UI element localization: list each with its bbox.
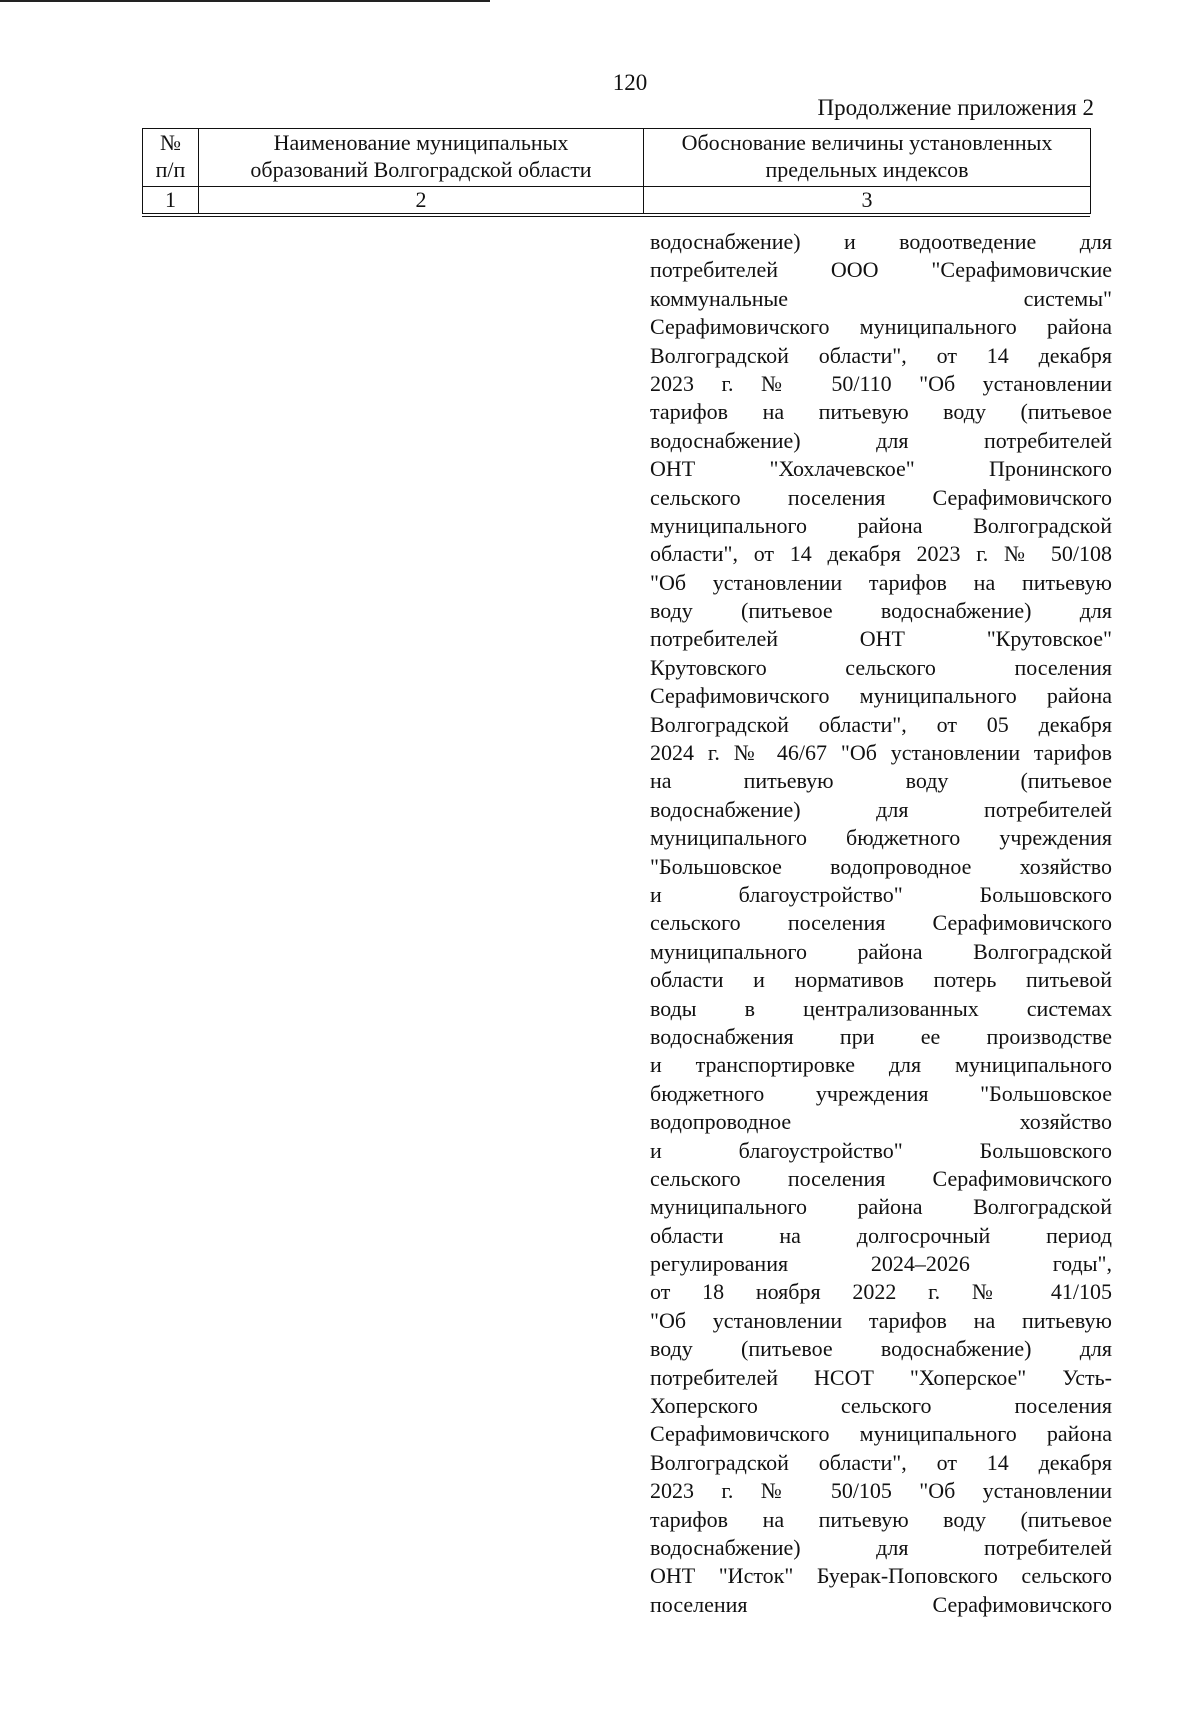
header-table — [142, 128, 1091, 214]
text-line: муниципального района Волгоградской — [650, 512, 1112, 538]
table-header-row — [143, 129, 1091, 187]
text-line: сельского поселения Серафимовичского — [650, 1165, 1112, 1191]
text-line: 2023 г. № 50/105 "Об установлении — [650, 1478, 1112, 1504]
page-number: 120 — [612, 70, 648, 95]
text-line: области и нормативов потерь питьевой — [650, 967, 1112, 993]
text-line: сельского поселения Серафимовичского — [650, 910, 1112, 936]
text-line: потребителей НСОТ "Хоперское" Усть- — [650, 1364, 1112, 1390]
text-line: тарифов на питьевую воду (питьевое — [650, 399, 1112, 425]
text-line: области на долгосрочный период — [650, 1222, 1112, 1248]
header-cell-municipality — [199, 129, 644, 187]
text-line: и благоустройство" Большовского — [650, 1137, 1112, 1163]
text-line: Серафимовичского муниципального района — [650, 683, 1112, 709]
text-line: и благоустройство" Большовского — [650, 881, 1112, 907]
text-line: тарифов на питьевую воду (питьевое — [650, 1506, 1112, 1532]
justification-text — [650, 228, 1112, 1619]
text-line: поселения Серафимовичского — [650, 1591, 1112, 1617]
text-line: области", от 14 декабря 2023 г. № 50/108 — [650, 541, 1112, 567]
column-number-2: 2 — [199, 187, 644, 214]
text-line: на питьевую воду (питьевое — [650, 768, 1112, 794]
header-municipality-line-1: Наименование муниципальных — [273, 130, 569, 155]
header-municipality-line-2: образований Волгоградской области — [250, 157, 592, 182]
text-line: сельского поселения Серафимовичского — [650, 484, 1112, 510]
text-line: Серафимовичского муниципального района — [650, 314, 1112, 340]
appendix-continuation-note: Продолжение приложения 2 — [817, 95, 1094, 120]
header-cell-number — [143, 129, 199, 187]
text-line: "Об установлении тарифов на питьевую — [650, 569, 1112, 595]
text-line: 2024 г. № 46/67 "Об установлении тарифов — [650, 740, 1112, 766]
text-line: воды в централизованных системах — [650, 995, 1112, 1021]
text-line: Крутовского сельского поселения — [650, 654, 1112, 680]
table-bottom-rule — [142, 216, 1090, 217]
text-line: муниципального района Волгоградской — [650, 938, 1112, 964]
text-line: коммунальные системы" — [650, 285, 1112, 311]
header-justification-line-2: предельных индексов — [765, 157, 969, 182]
column-number-1: 1 — [143, 187, 199, 214]
text-line: муниципального района Волгоградской — [650, 1194, 1112, 1220]
text-line: Волгоградской области", от 14 декабря — [650, 342, 1112, 368]
text-line: Волгоградской области", от 05 декабря — [650, 711, 1112, 737]
text-line: потребителей ООО "Серафимовичские — [650, 257, 1112, 283]
text-line: водоснабжения при ее производстве — [650, 1023, 1112, 1049]
text-line: воду (питьевое водоснабжение) для — [650, 598, 1112, 624]
header-cell-justification — [644, 129, 1091, 187]
text-line: и транспортировке для муниципального — [650, 1052, 1112, 1078]
text-line: от 18 ноября 2022 г. № 41/105 — [650, 1279, 1112, 1305]
text-line: водоснабжение) и водоотведение для — [650, 229, 1112, 254]
text-line: водоснабжение) для потребителей — [650, 1534, 1112, 1560]
scan-edge-line — [0, 0, 490, 2]
text-line: потребителей ОНТ "Крутовское" — [650, 626, 1112, 652]
text-line: Хоперского сельского поселения — [650, 1393, 1112, 1419]
text-line: ОНТ "Хохлачевское" Пронинского — [650, 456, 1112, 482]
text-line: водоснабжение) для потребителей — [650, 427, 1112, 453]
text-line: водоснабжение) для потребителей — [650, 796, 1112, 822]
text-line: Серафимовичского муниципального района — [650, 1421, 1112, 1447]
text-line: 2023 г. № 50/110 "Об установлении — [650, 370, 1112, 396]
header-justification-line-1: Обоснование величины установленных — [681, 130, 1053, 155]
text-line: воду (питьевое водоснабжение) для — [650, 1336, 1112, 1362]
text-line: ОНТ "Исток" Буерак-Поповского сельского — [650, 1563, 1112, 1589]
column-number-3: 3 — [644, 187, 1091, 214]
header-number-line-2: п/п — [155, 157, 186, 182]
column-number-row — [143, 187, 1091, 214]
text-line: бюджетного учреждения "Большовское — [650, 1080, 1112, 1106]
text-line: Волгоградской области", от 14 декабря — [650, 1449, 1112, 1475]
text-line: муниципального бюджетного учреждения — [650, 825, 1112, 851]
text-line: "Большовское водопроводное хозяйство — [650, 853, 1112, 879]
text-line: "Об установлении тарифов на питьевую — [650, 1307, 1112, 1333]
text-line: водопроводное хозяйство — [650, 1109, 1112, 1135]
header-number-line-1: № — [160, 130, 181, 155]
text-line: регулирования 2024–2026 годы", — [650, 1251, 1112, 1277]
